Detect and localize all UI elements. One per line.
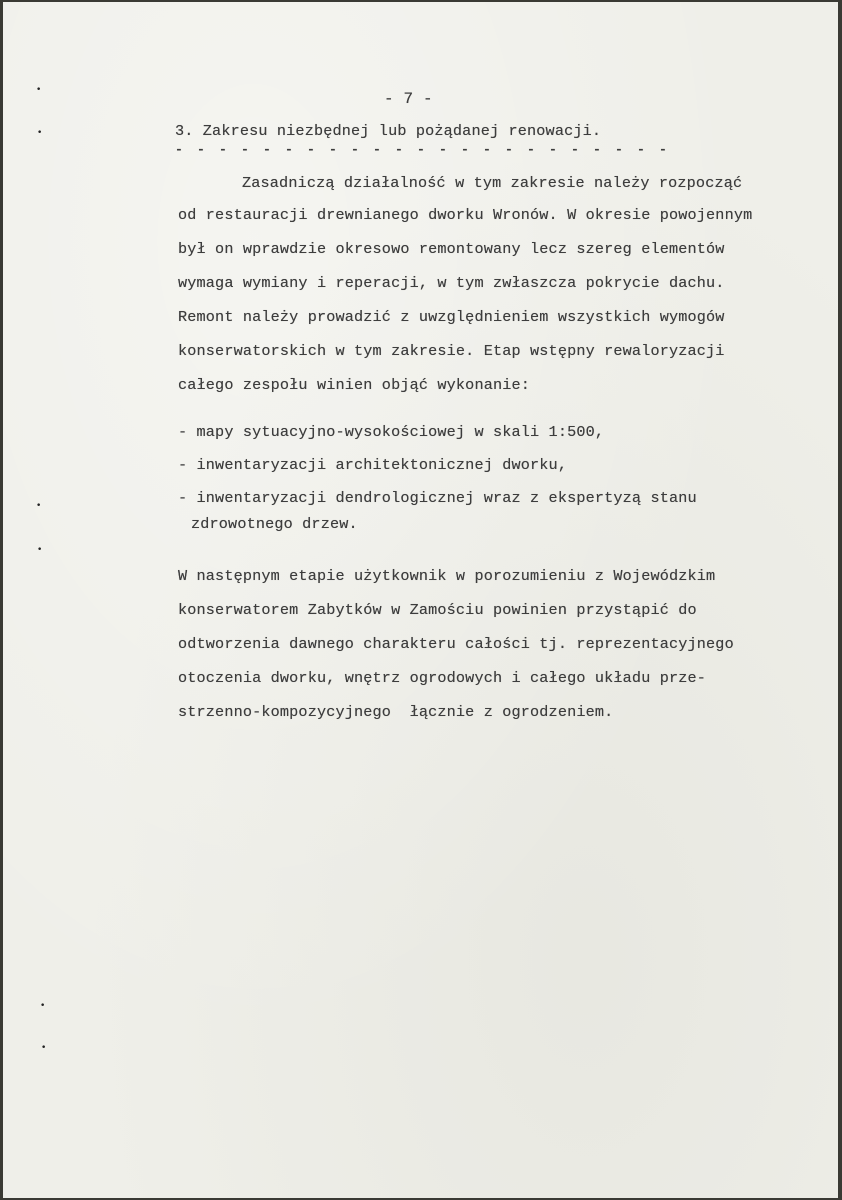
margin-mark: • xyxy=(41,1043,47,1053)
margin-mark: • xyxy=(37,128,43,138)
paragraph-line: W następnym etapie użytkownik w porozumieniu z Wojewódzkim xyxy=(178,567,716,585)
heading-underline: - - - - - - - - - - - - - - - - - - - - - - - xyxy=(175,142,671,157)
page-number: - 7 - xyxy=(384,90,433,108)
paragraph-line: odtworzenia dawnego charakteru całości tj. reprezentacyjnego xyxy=(178,635,734,653)
list-item: - mapy sytuacyjno-wysokościowej w skali 1:500, xyxy=(178,423,605,441)
list-item: - inwentaryzacji architektonicznej dworku, xyxy=(178,456,568,474)
list-item-continuation: zdrowotnego drzew. xyxy=(191,515,358,533)
paragraph-line: całego zespołu winien objąć wykonanie: xyxy=(178,376,531,394)
margin-mark: • xyxy=(36,85,42,95)
document-page xyxy=(3,2,838,1198)
paragraph-line: Remont należy prowadzić z uwzględnieniem wszystkich wymogów xyxy=(178,308,725,326)
paragraph-line: konserwatorem Zabytków w Zamościu powinien przystąpić do xyxy=(178,601,697,619)
margin-mark: • xyxy=(36,501,42,511)
paragraph-line: od restauracji drewnianego dworku Wronów. W okresie powojennym xyxy=(178,206,753,224)
list-item: - inwentaryzacji dendrologicznej wraz z ekspertyzą stanu xyxy=(178,489,697,507)
section-heading: 3. Zakresu niezbędnej lub pożądanej renowacji. xyxy=(175,122,602,140)
margin-mark: • xyxy=(40,1001,46,1011)
paragraph-line: konserwatorskich w tym zakresie. Etap wstępny rewaloryzacji xyxy=(178,342,725,360)
paragraph-line: strzenno-kompozycyjnego łącznie z ogrodzeniem. xyxy=(178,703,614,721)
paragraph-line: był on wprawdzie okresowo remontowany lecz szereg elementów xyxy=(178,240,725,258)
paragraph-line: otoczenia dworku, wnętrz ogrodowych i całego układu prze- xyxy=(178,669,707,687)
margin-mark: • xyxy=(37,545,43,555)
paragraph-line: Zasadniczą działalność w tym zakresie należy rozpocząć xyxy=(242,174,743,192)
paragraph-line: wymaga wymiany i reperacji, w tym zwłaszcza pokrycie dachu. xyxy=(178,274,725,292)
